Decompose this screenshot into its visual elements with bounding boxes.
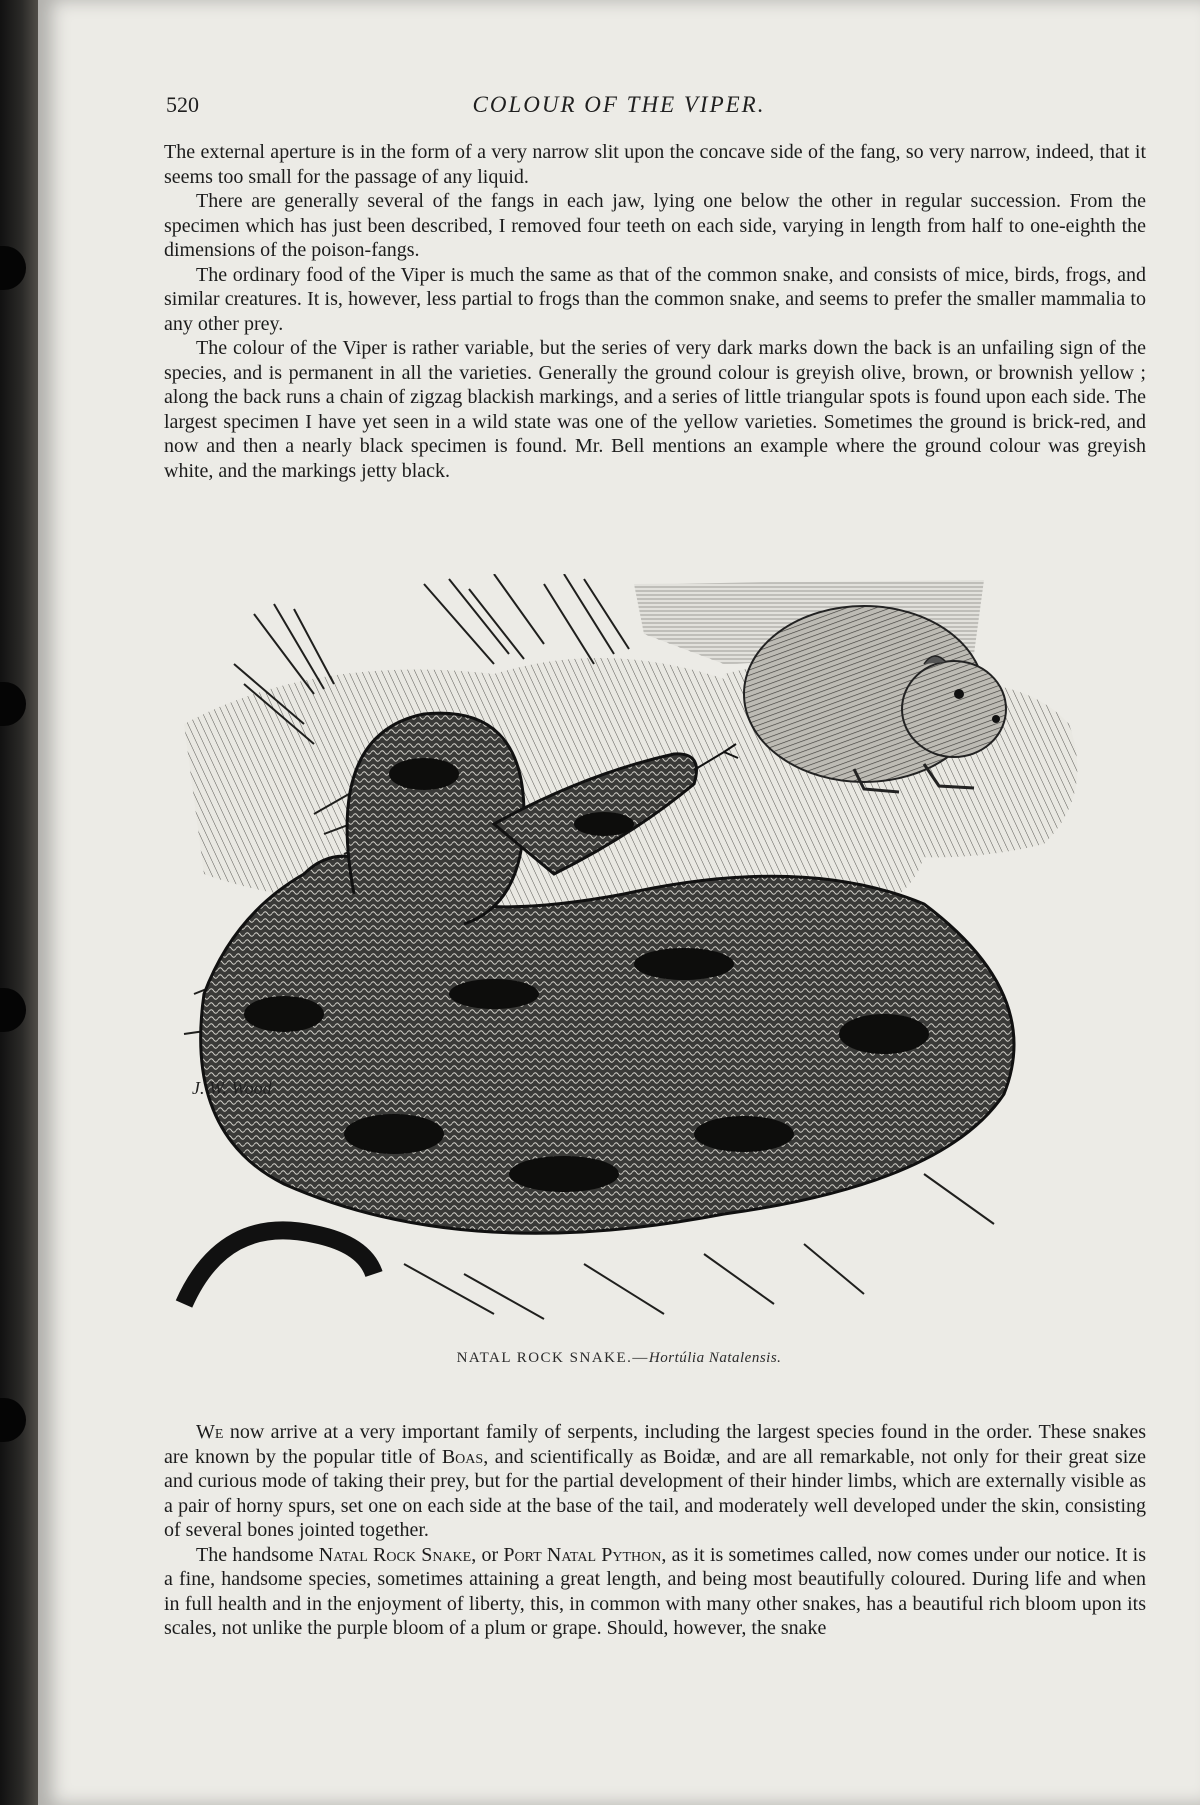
paragraph-food: The ordinary food of the Viper is much the same as that of the common snake, and consists of mice, birds, frogs, and similar creatures. It is, however, less partial to frogs than the common snake, and seems to prefer the smaller mammalia to any other prey. [164,263,1146,335]
paragraph-natal-text-1: The handsome [196,1543,319,1566]
engraving-natal-rock-snake [164,574,1154,1334]
paragraph-boas-text-2: , and scientifically as Boidæ, and are all remarkable, not only for their great size and curious mode of taking their prey, but for the partial development of their hinder limbs, which are externally visible as a pair of horny spurs, set one on each side at the base of the tail, and moderately well developed under the skin, consisting of several bones jointed together. [164,1445,1147,1541]
paragraph-aperture: The external aperture is in the form of a very narrow slit upon the concave side of the fang, so very narrow, indeed, that it seems too small for the passage of any liquid. [164,141,1146,188]
chapter-title: COLOUR OF THE VIPER. [472,92,766,117]
book-binding-edge [0,0,40,1805]
paragraph-colour: The colour of the Viper is rather variable, but the series of very dark marks down the back is an unfailing sign of the species, and is permanent in all the varieties. Generally the ground colour is greyish olive, brown, or brownish yellow ; along the back runs a chain of zigzag blackish markings, and a series of little triangular spots is found upon each side. The largest specimen I have yet seen in a wild state was one of the yellow varieties. Sometimes the ground is brick-red, and now and then a nearly black specimen is found. Mr. Bell mentions an example where the ground colour was greyish white, and the markings jetty black. [164,337,1146,482]
figure-caption [38,1350,1200,1367]
term-port-natal-python: Port Natal Python [503,1543,662,1566]
binding-hole [0,988,26,1032]
engraver-signature: J. W. Wood [192,1078,272,1098]
caption-common-name: NATAL ROCK SNAKE.— [456,1350,649,1366]
book-page [38,0,1200,1805]
paragraph-natal-text-2: , or [471,1543,504,1566]
term-natal-rock-snake: Natal Rock Snake [318,1543,472,1566]
paragraph-boas-text-1: now arrive at a very important family of serpents, including the largest species found in the order. These snakes are known by the popular title of [164,1421,1146,1468]
binding-hole [0,682,26,726]
snake-tail [184,1230,374,1304]
paragraph-natal-rock-snake [164,1543,1146,1641]
paragraph-boas [164,1420,1146,1543]
binding-hole [0,246,26,290]
page-number: 520 [166,92,199,117]
term-boas: Boas [441,1445,484,1468]
running-head [38,92,1200,126]
drop-word: We [196,1421,224,1443]
lower-text-block [164,1420,1146,1641]
engraving-illustration [164,574,1154,1334]
upper-text-block [164,140,1146,483]
paragraph-natal-text-3: , as it is sometimes called, now comes under our notice. It is a fine, handsome species, sometimes attaining a great length, and being most beautifully coloured. During life and when in full health and in the enjoyment of liberty, this, in common with many other snakes, has a beautiful rich bloom upon its scales, not unlike the purple bloom of a plum or grape. Should, however, the snake [164,1543,1147,1639]
caption-latin-name: Hortúlia Natalensis. [648,1350,782,1366]
binding-hole [0,1398,26,1442]
paragraph-fangs: There are generally several of the fangs in each jaw, lying one below the other in regular succession. From the specimen which has just been described, I removed four teeth on each side, varying in length from half to one-eighth the dimensions of the poison-fangs. [164,190,1146,261]
